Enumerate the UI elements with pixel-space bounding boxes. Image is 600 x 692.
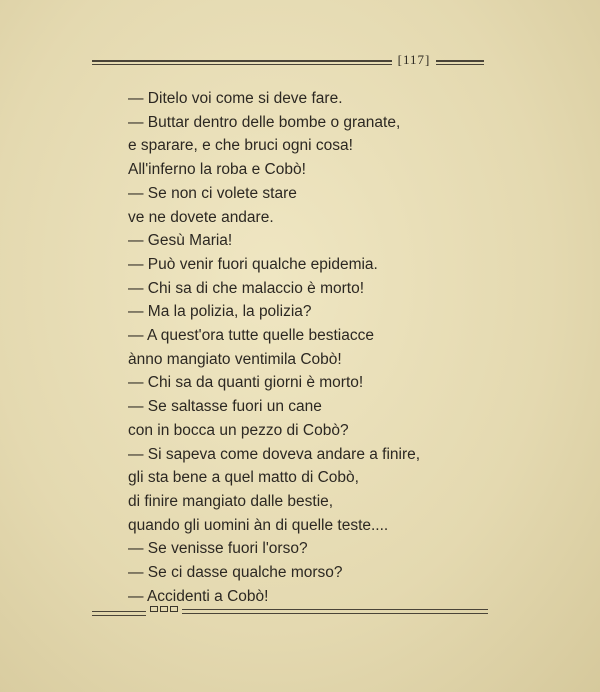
ornament-square-icon xyxy=(160,606,168,612)
poem-line: — Gesù Maria! xyxy=(128,232,233,250)
poem-line: All'inferno la roba e Cobò! xyxy=(128,161,306,179)
poem-line: — Chi sa di che malaccio è morto! xyxy=(128,279,365,297)
poem-line: — Si sapeva come doveva andare a finire, xyxy=(128,445,421,463)
footer-rule-right xyxy=(182,609,488,615)
poem-line: — Accidenti a Cobò! xyxy=(128,587,269,605)
poem-line: — Se non ci volete stare xyxy=(128,184,297,202)
poem-line: — Ditelo voi come si deve fare. xyxy=(128,90,343,107)
footer-rule-left xyxy=(92,611,146,617)
footer-ornament xyxy=(150,606,178,612)
poem-line: e sparare, e che bruci ogni cosa! xyxy=(128,137,353,155)
header-rule-right xyxy=(436,60,484,66)
page-number: [117] xyxy=(397,52,431,67)
poem-line: ve ne dovete andare. xyxy=(128,208,274,226)
poem-text xyxy=(128,87,488,608)
poem-line: quando gli uomini àn di quelle teste.... xyxy=(128,516,389,534)
poem-line: — Se saltasse fuori un cane xyxy=(128,398,322,416)
ornament-square-icon xyxy=(170,606,178,612)
poem-line: — Ma la polizia, la polizia? xyxy=(128,303,312,321)
poem-line: — Chi sa da quanti giorni è morto! xyxy=(128,374,364,392)
poem-line: gli sta bene a quel matto di Cobò, xyxy=(128,469,359,487)
poem-line: — Se ci dasse qualche morso? xyxy=(128,564,343,582)
header-rule-left xyxy=(92,60,392,66)
ornament-square-icon xyxy=(150,606,158,612)
poem-line: — Buttar dentro delle bombe o granate, xyxy=(128,113,401,131)
poem-line: ànno mangiato ventimila Cobò! xyxy=(128,350,342,368)
poem-line: — Può venir fuori qualche epidemia. xyxy=(128,255,378,273)
poem-line: — A quest'ora tutte quelle bestiacce xyxy=(128,327,374,345)
poem-line: di finire mangiato dalle bestie, xyxy=(128,492,334,510)
poem-line: — Se venisse fuori l'orso? xyxy=(128,540,308,558)
poem-line: con in bocca un pezzo di Cobò? xyxy=(128,421,349,439)
